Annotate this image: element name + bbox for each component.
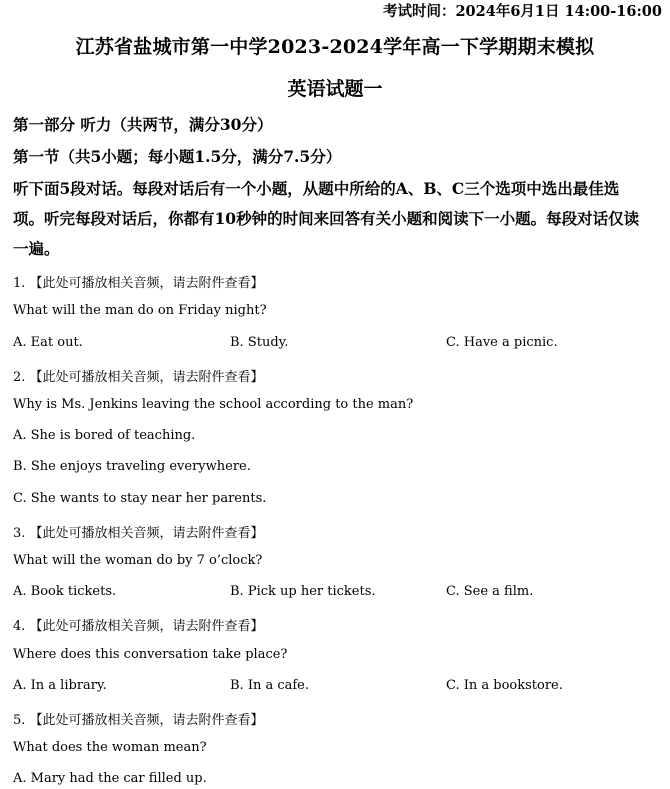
question-4-text: Where does this conversation take place? — [13, 647, 288, 662]
instructions-line-3: 一遍。 — [13, 239, 60, 258]
question-5-option-a: A. Mary had the car filled up. — [13, 771, 207, 786]
question-1-text: What will the man do on Friday night? — [13, 303, 267, 318]
section-heading: 第一节（共5小题；每小题1.5分，满分7.5分） — [13, 147, 342, 166]
instructions-line-1: 听下面5段对话。每段对话后有一个小题，从题中所给的A、B、C三个选项中选出最佳选 — [13, 179, 620, 198]
question-1-option-b: B. Study. — [230, 335, 289, 350]
page-title: 江苏省盐城市第一中学2023-2024学年高一下学期期末模拟 — [75, 36, 595, 58]
question-2-option-a: A. She is bored of teaching. — [13, 428, 196, 443]
question-2-audio-link[interactable]: 2. 【此处可播放相关音频，请去附件查看】 — [13, 370, 264, 385]
question-2-option-b: B. She enjoys traveling everywhere. — [13, 459, 251, 474]
question-4-option-a: A. In a library. — [13, 678, 107, 693]
instructions-line-2: 项。听完每段对话后，你都有10秒钟的时间来回答有关小题和阅读下一小题。每段对话仅读 — [13, 209, 640, 228]
question-2-text: Why is Ms. Jenkins leaving the school according to the man? — [13, 397, 414, 412]
question-4-option-b: B. In a cafe. — [230, 678, 310, 693]
question-1-option-c: C. Have a picnic. — [446, 335, 558, 350]
question-5-audio-link[interactable]: 5. 【此处可播放相关音频，请去附件查看】 — [13, 713, 264, 728]
question-3-option-b: B. Pick up her tickets. — [230, 584, 376, 599]
exam-time: 考试时间：2024年6月1日 14:00-16:00 — [382, 3, 662, 20]
question-4-audio-link[interactable]: 4. 【此处可播放相关音频，请去附件查看】 — [13, 619, 264, 634]
question-1-audio-link[interactable]: 1. 【此处可播放相关音频，请去附件查看】 — [13, 276, 264, 291]
page-subtitle: 英语试题一 — [287, 78, 383, 100]
question-3-audio-link[interactable]: 3. 【此处可播放相关音频，请去附件查看】 — [13, 526, 264, 541]
question-3-text: What will the woman do by 7 o’clock? — [13, 553, 263, 568]
question-1-option-a: A. Eat out. — [13, 335, 83, 350]
question-3-option-c: C. See a film. — [446, 584, 534, 599]
question-5-text: What does the woman mean? — [13, 740, 207, 755]
question-2-option-c: C. She wants to stay near her parents. — [13, 491, 267, 506]
question-3-option-a: A. Book tickets. — [13, 584, 117, 599]
question-4-option-c: C. In a bookstore. — [446, 678, 563, 693]
part-heading: 第一部分 听力（共两节，满分30分） — [13, 115, 273, 134]
